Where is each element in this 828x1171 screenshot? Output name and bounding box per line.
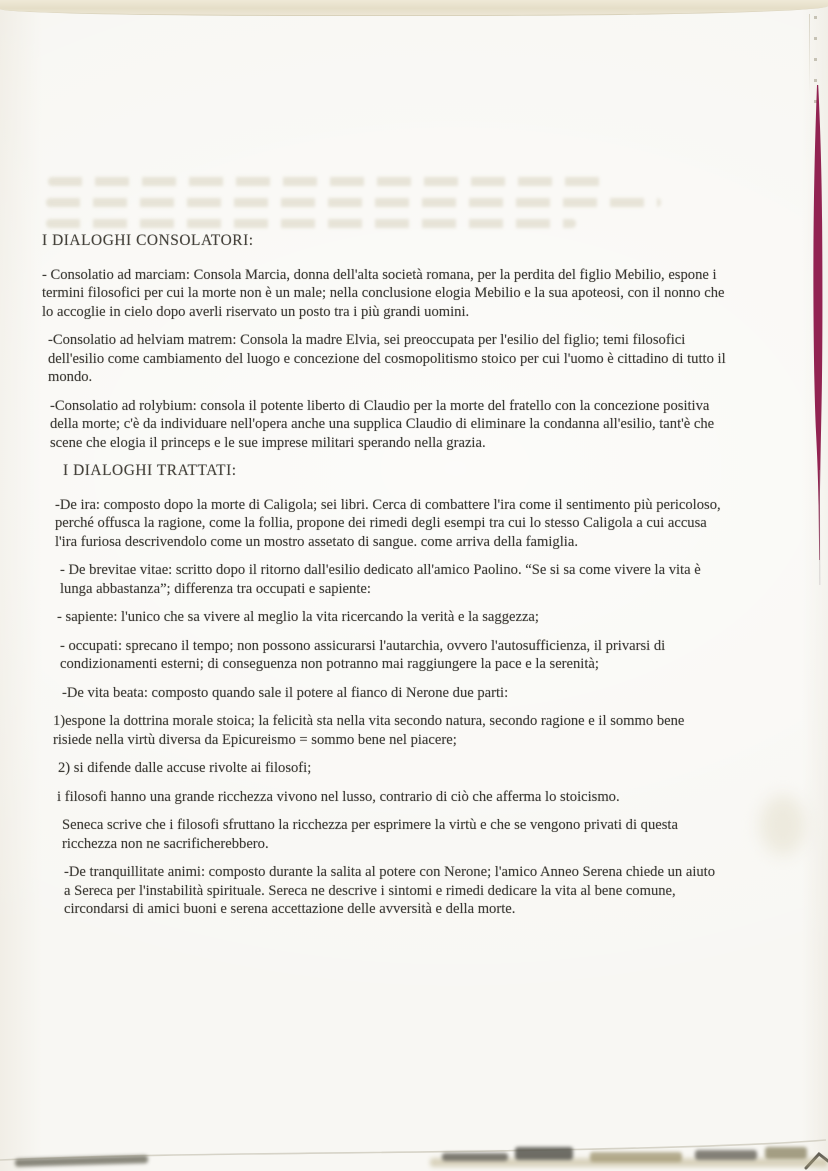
paragraph-punto-2: 2) si difende dalle accuse rivolte ai filosofi;: [58, 760, 312, 776]
ghost-text-line: [46, 219, 576, 228]
paragraph-occupati: - occupati: sprecano il tempo; non possono assicurarsi l'autarchia, ovvero l'autosufficienza, il privarsi di condizionamenti esterni; di conseguenza non potranno mai raggiungere la pace e la serenità;: [60, 637, 666, 672]
paragraph-de-ira: -De ira: composto dopo la morte di Caligola; sei libri. Cerca di combattere l'ira come il sentimento più pericoloso, perché offusca la ragione, come la follia, propone dei rimedi degli esempi tra cui lo stesso Caligola a cui accusa l'ira furiosa descrivendolo come un mostro assetato di sangue. come arriva della famiglia.: [55, 496, 721, 550]
paragraph-consolatio-ad-marciam: - Consolatio ad marciam: Consola Marcia, donna dell'alta società romana, per la perdita del figlio Mebilio, espone i termini filosofici per cui la morte non è un male; nella conclusione elogia Mebilio e la sua apoteosi, con il nonno che lo accoglie in cielo dopo averli riservato un posto tra i più grandi uomini.: [42, 266, 725, 320]
paragraph-filosofi-ricchezza: i filosofi hanno una grande ricchezza vivono nel lusso, contrario di ciò che afferma lo stoicismo.: [57, 788, 620, 805]
scan-shadow-blob: [760, 795, 806, 855]
ghost-text-line: [46, 198, 661, 207]
scan-smudge: [695, 1150, 757, 1160]
document-body: [42, 232, 732, 929]
section-heading-dialoghi-trattati: I DIALOGHI TRATTATI:: [63, 462, 237, 479]
scan-smudge: [442, 1153, 508, 1161]
ghost-text-line: [48, 177, 603, 186]
scan-smudge: [590, 1152, 682, 1162]
paragraph-de-tranquillitate-animi: -De tranquillitate animi: composto durante la salita al potere con Nerone; l'amico Anneo Serena chiede un aiuto a Sereca per l'instabilità spirituale. Sereca ne descrive i sintomi e rimedi dedicare la vita al bene comune, circondarsi di amici buoni e serena accettazione delle avversità e della morte.: [64, 864, 716, 917]
scan-top-edge-artifact: [0, 0, 828, 16]
scan-smudge: [765, 1147, 807, 1159]
folder-ribbon-artifact: [800, 0, 828, 600]
scan-smudge: [515, 1147, 573, 1160]
paragraph-de-vita-beata: -De vita beata: composto quando sale il potere al fianco di Nerone due parti:: [62, 684, 509, 701]
paragraph-consolatio-ad-polybium: -Consolatio ad rolybium: consola il potente liberto di Claudio per la morte del fratello con la concezione positiva della morte; c'è da individuare nell'opera anche una supplica Claudio di eliminare la condanna all'esilio, tant'è che scene che elogia il princeps e le sue imprese militari sperando nella grazia.: [50, 397, 715, 451]
paragraph-consolatio-ad-helviam: -Consolatio ad helviam matrem: Consola la madre Elvia, sei preoccupata per l'esilio del figlio; temi filosofici dell'esilio come cambiamento del luogo e concezione del cosmopolitismo stoico per cui l'uomo è cittadino di tutto il mondo.: [48, 332, 726, 385]
paragraph-sapiente: - sapiente: l'unico che sa vivere al meglio la vita ricercando la verità e la saggezza;: [57, 609, 539, 625]
paragraph-punto-1: 1)espone la dottrina morale stoica; la felicità sta nella vita secondo natura, secondo ragione e il sommo bene risiede nella virtù diversa da Epicureismo = sommo bene nel piacere;: [53, 713, 685, 748]
paragraph-seneca-scrive: Seneca scrive che i filosofi sfruttano la ricchezza per esprimere la virtù e che se vengono privati di questa ricchezza non ne sacrificherebbero.: [62, 817, 678, 852]
paragraph-de-brevitate-vitae: - De brevitae vitae: scritto dopo il ritorno dall'esilio dedicato all'amico Paolino. “Se si sa come vivere la vita è lunga abbastanza”; differenza tra occupati e sapiente:: [60, 562, 701, 597]
section-heading-dialoghi-consolatori: I DIALOGHI CONSOLATORI:: [42, 232, 254, 249]
